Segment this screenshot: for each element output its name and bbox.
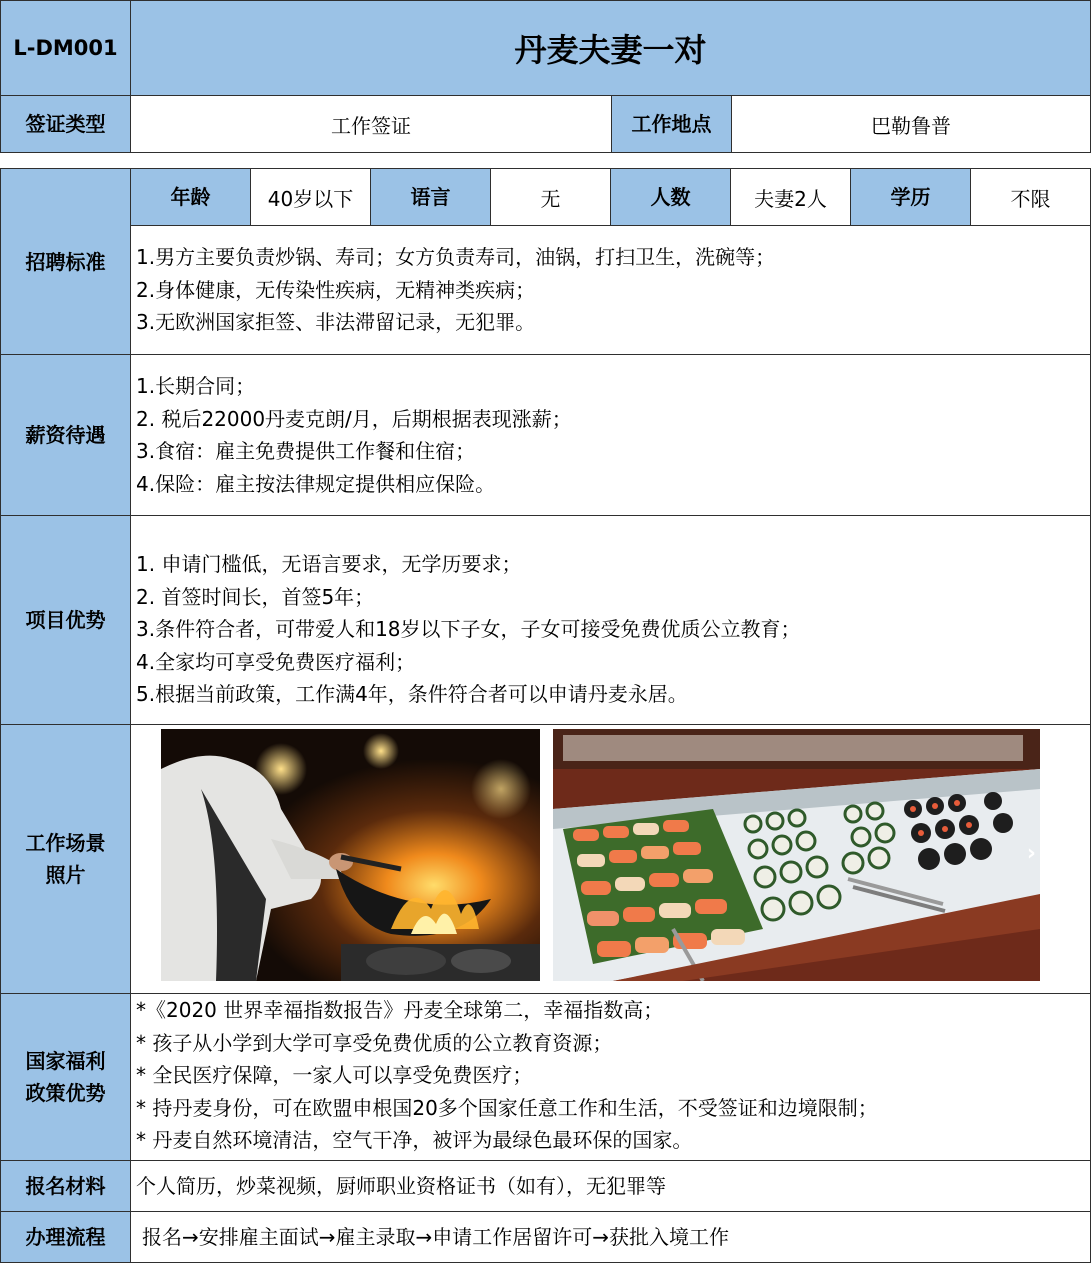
education-label: 学历 (850, 168, 971, 226)
salary-line: 3.食宿：雇主免费提供工作餐和住宿； (136, 439, 476, 463)
welfare-line: *《2020 世界幸福指数报告》丹麦全球第二，幸福指数高； (136, 998, 664, 1022)
visa-type-label: 签证类型 (0, 95, 131, 153)
criteria-line: 1.男方主要负责炒锅、寿司；女方负责寿司，油锅，打扫卫生，洗碗等； (136, 245, 776, 269)
visa-type-value: 工作签证 (130, 95, 612, 153)
age-value: 40岁以下 (250, 168, 371, 226)
materials-text: 个人简历，炒菜视频，厨师职业资格证书（如有），无犯罪等 (136, 1173, 666, 1198)
advantage-line: 3.条件符合者，可带爱人和18岁以下子女，子女可接受免费优质公立教育； (136, 617, 801, 641)
salary-section-label: 薪资待遇 (0, 354, 131, 516)
salary-line: 2. 税后22000丹麦克朗/月，后期根据表现涨薪； (136, 406, 572, 431)
welfare-line: * 孩子从小学到大学可享受免费优质的公立教育资源； (136, 1030, 613, 1055)
criteria-line: 3.无欧洲国家拒签、非法滞留记录，无犯罪。 (136, 310, 536, 334)
welfare-label-line2: 政策优势 (25, 1081, 106, 1105)
welfare-line: * 持丹麦身份，可在欧盟申根国20多个国家任意工作和生活，不受签证和边境限制； (136, 1095, 878, 1120)
salary-details (130, 354, 1091, 516)
count-label: 人数 (610, 168, 731, 226)
criteria-line: 2.身体健康，无传染性疾病，无精神类疾病； (136, 277, 536, 302)
advantages-details (130, 515, 1091, 725)
advantage-line: 4.全家均可享受免费医疗福利； (136, 649, 416, 674)
welfare-section-label (0, 993, 131, 1161)
photos-section-label (0, 724, 131, 994)
chef-wok-photo (161, 729, 540, 981)
process-value (130, 1211, 1091, 1263)
materials-section-label: 报名材料 (0, 1160, 131, 1212)
welfare-line: * 全民医疗保障，一家人可以享受免费医疗； (136, 1063, 533, 1087)
photos-label-line2: 照片 (45, 863, 86, 887)
criteria-section-label: 招聘标准 (0, 168, 131, 355)
criteria-details (130, 225, 1091, 355)
count-value: 夫妻2人 (730, 168, 851, 226)
chevron-right-icon[interactable]: › (1026, 841, 1036, 866)
advantages-section-label: 项目优势 (0, 515, 131, 725)
welfare-details (130, 993, 1091, 1161)
page-title (130, 0, 1091, 96)
photos-label-line1: 工作场景 (25, 831, 106, 855)
age-label: 年龄 (130, 168, 251, 226)
welfare-line: * 丹麦自然环境清洁，空气干净，被评为最绿色最环保的国家。 (136, 1128, 693, 1152)
education-value: 不限 (970, 168, 1091, 226)
salary-line: 1.长期合同； (136, 374, 256, 398)
language-value: 无 (490, 168, 611, 226)
advantage-line: 2. 首签时间长，首签5年； (136, 584, 375, 609)
listing-code-text: L-DM001 (13, 36, 118, 60)
process-section-label: 办理流程 (0, 1211, 131, 1263)
advantage-line: 5.根据当前政策，工作满4年，条件符合者可以申请丹麦永居。 (136, 682, 688, 706)
page-title-text: 丹麦夫妻一对 (514, 31, 707, 69)
advantage-line: 1. 申请门槛低，无语言要求，无学历要求； (136, 552, 522, 576)
materials-value (130, 1160, 1091, 1212)
location-value: 巴勒鲁普 (731, 95, 1091, 153)
sushi-buffet-photo (553, 729, 1040, 981)
language-label: 语言 (370, 168, 491, 226)
salary-line: 4.保险：雇主按法律规定提供相应保险。 (136, 471, 496, 496)
listing-code (0, 0, 131, 96)
location-label: 工作地点 (611, 95, 732, 153)
welfare-label-line1: 国家福利 (25, 1049, 106, 1073)
process-text: 报名→安排雇主面试→雇主录取→申请工作居留许可→获批入境工作 (142, 1224, 730, 1249)
